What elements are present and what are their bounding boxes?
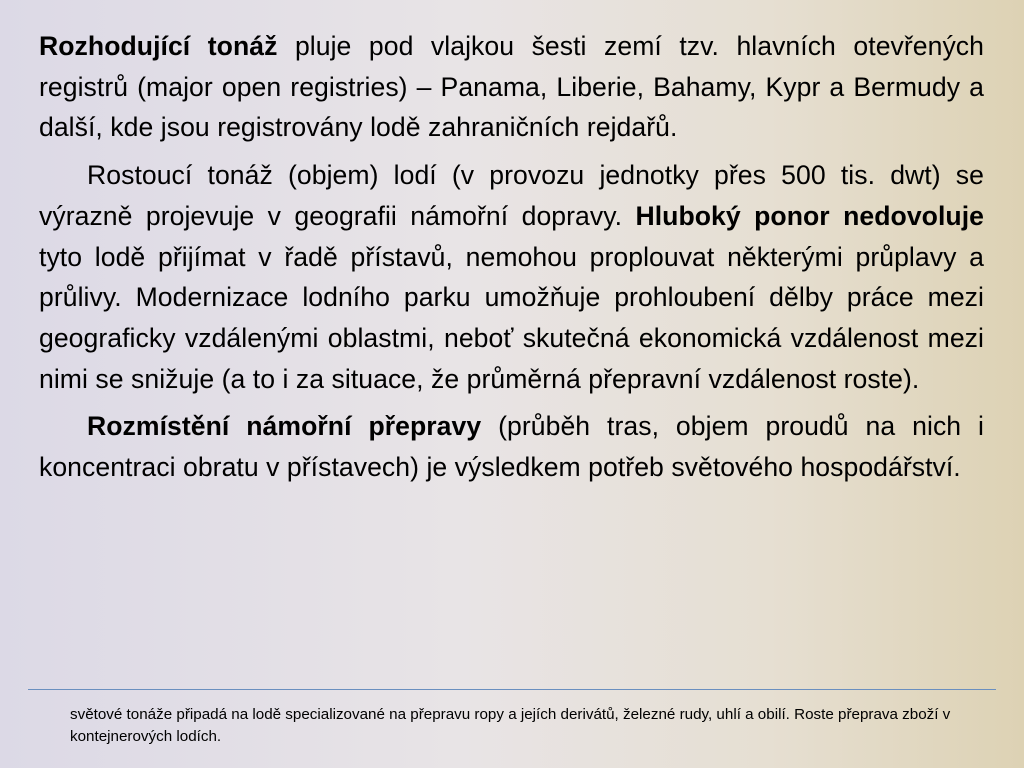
footnote-divider [28, 689, 996, 690]
paragraph-text: Rostoucí tonáž (objem) lodí (v provozu jednotky přes 500 tis. dwt) se výrazně projevuje v geografii námořní dopravy. [39, 160, 984, 231]
paragraph-text: pluje pod vlajkou šesti zemí tzv. hlavních otevřených registrů (major open registries) – Panama, Liberie, Bahamy, Kypr a Bermudy a další, kde jsou registrovány lodě zahraničních rejdařů. [39, 31, 984, 143]
bold-phrase: Hluboký ponor nedovoluje [635, 200, 984, 231]
slide-body [39, 26, 984, 495]
paragraph-distribution [39, 406, 984, 487]
paragraph-tonnage [39, 155, 984, 399]
paragraph-text: (průběh tras, objem proudů na nich i koncentraci obratu v přístavech) je výsledkem potřeb světového hospodářství. [39, 411, 985, 483]
paragraph-registries [39, 26, 984, 148]
footnote-text: světové tonáže připadá na lodě specializované na přepravu ropy a jejích derivátů, železné rudy, uhlí a obilí. Roste přeprava zboží v kontejnerových lodích. [70, 706, 951, 745]
paragraph-text: tyto lodě přijímat v řadě přístavů, nemohou proplouvat některými průplavy a průlivy. Modernizace lodního parku umožňuje prohloubení dělby práce mezi geograficky vzdálenými oblastmi, neboť skutečná ekonomická vzdálenost mezi nimi se snižuje (a to i za situace, že průměrná přepravní vzdálenost roste). [39, 241, 984, 394]
bold-phrase: Rozmístění námořní přepravy [87, 411, 482, 442]
bold-phrase: Rozhodující tonáž [39, 31, 278, 61]
